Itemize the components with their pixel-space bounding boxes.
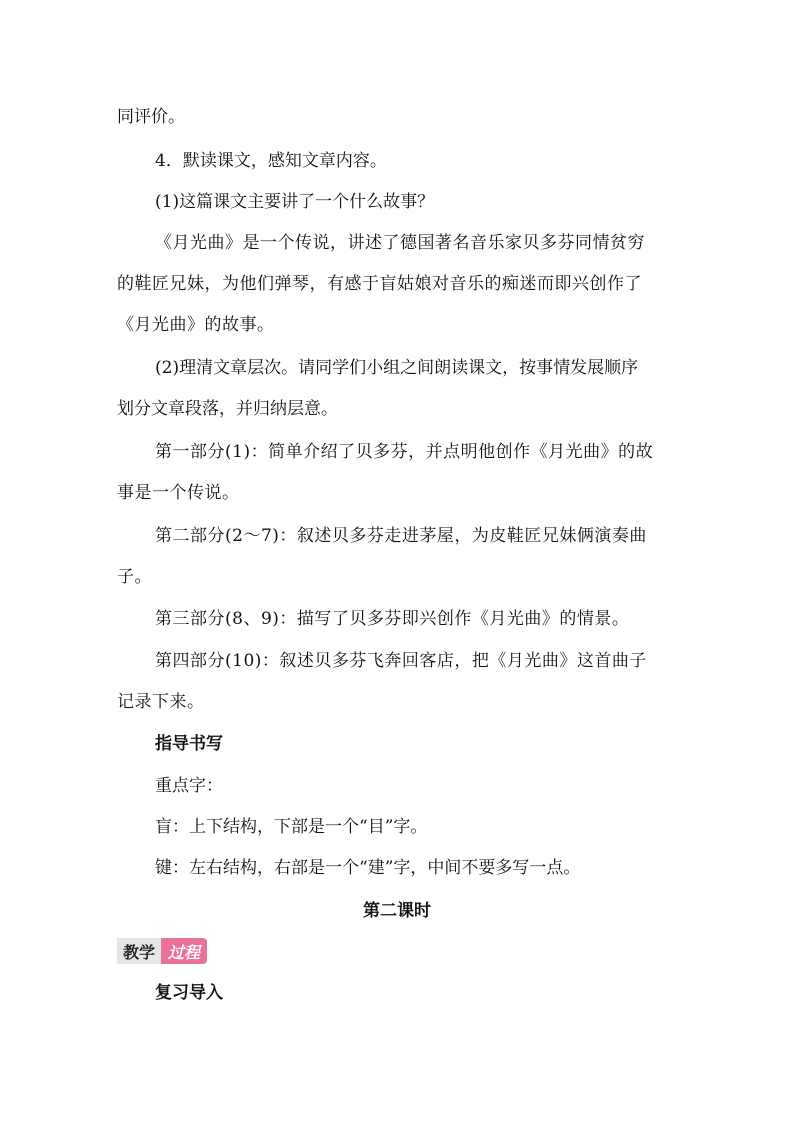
answer-line: 第四部分(10)：叙述贝多芬飞奔回客店，把《月光曲》这首曲子 [155,651,647,671]
section-heading: 复习导入 [155,983,223,1003]
answer-line: 第二部分(2～7)：叙述贝多芬走进茅屋，为皮鞋匠兄妹俩演奏曲 [155,526,647,546]
section-heading: 指导书写 [155,734,223,754]
answer-line: 事是一个传说。 [117,483,240,503]
answer-line: 《月光曲》的故事。 [117,315,275,335]
answer-line: 第三部分(8、9)：描写了贝多芬即兴创作《月光曲》的情景。 [155,609,630,629]
answer-line: 记录下来。 [117,692,205,712]
badge-right-label: 过程 [161,938,207,964]
paragraph-line: 重点字： [155,776,223,796]
paragraph-line: 同评价。 [117,107,185,127]
question-line: (2)理清文章层次。请同学们小组之间朗读课文，按事情发展顺序 [155,358,639,378]
answer-line: 子。 [117,567,152,587]
answer-line: 第一部分(1)：简单介绍了贝多芬，并点明他创作《月光曲》的故 [155,442,654,462]
teaching-process-badge [117,938,207,964]
question-line: (1)这篇课文主要讲了一个什么故事？ [155,192,435,212]
answer-line: 《月光曲》是一个传说，讲述了德国著名音乐家贝多芬同情贫穷 [155,233,645,253]
paragraph-line: 4．默读课文，感知文章内容。 [155,151,387,171]
paragraph-line: 键：左右结构，右部是一个“建”字，中间不要多写一点。 [155,858,581,878]
question-line: 划分文章段落，并归纳层意。 [117,399,338,419]
answer-line: 的鞋匠兄妹，为他们弹琴，有感于盲姑娘对音乐的痴迷而即兴创作了 [117,274,642,294]
badge-left-label: 教学 [117,938,161,964]
paragraph-line: 盲：上下结构，下部是一个“目”字。 [155,817,428,837]
lesson-title: 第二课时 [363,901,431,921]
